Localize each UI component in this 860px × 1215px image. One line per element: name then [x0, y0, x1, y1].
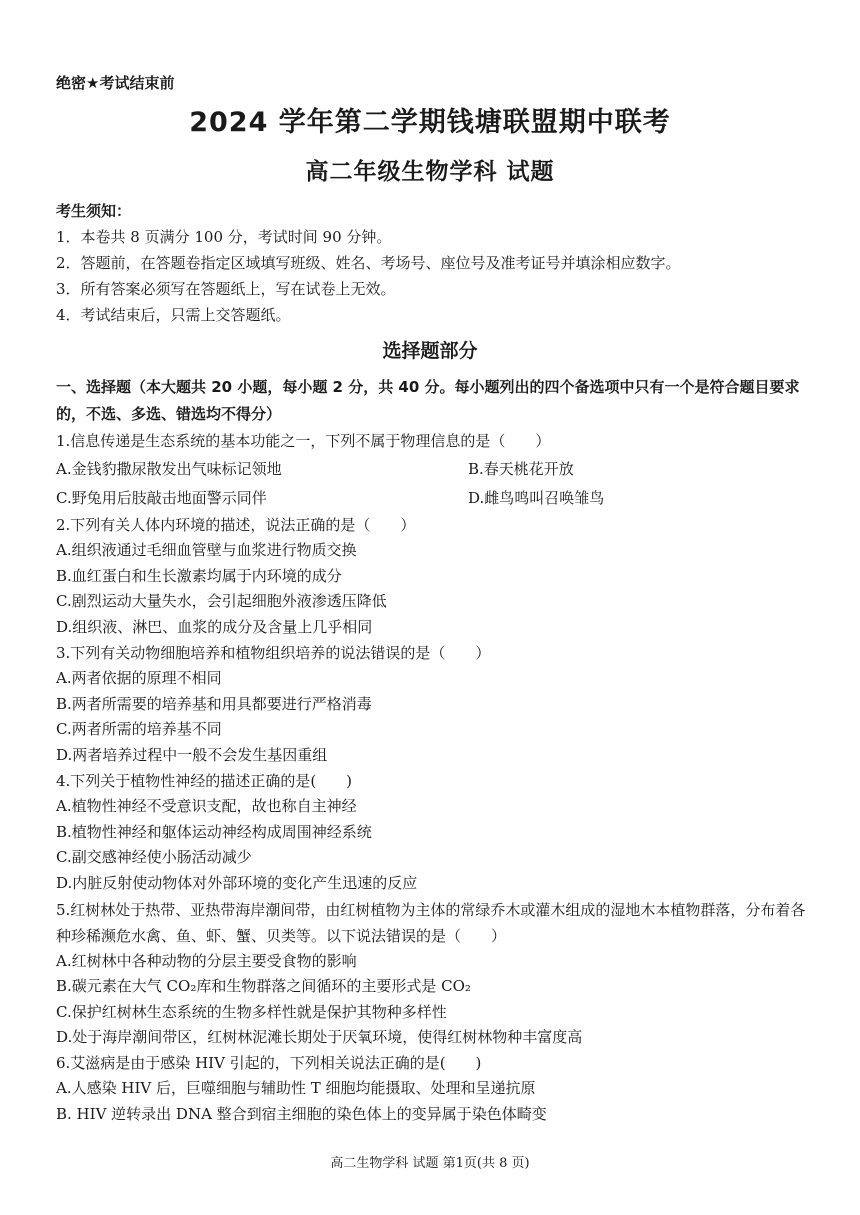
option-b: B.植物性神经和躯体运动神经构成周围神经系统: [56, 822, 372, 841]
option-d: D.雌鸟鸣叫召唤雏鸟: [468, 488, 605, 507]
option-b: B.碳元素在大气 CO₂库和生物群落之间循环的主要形式是 CO₂: [56, 977, 471, 996]
notice-list: [56, 224, 816, 328]
option-row: [56, 455, 808, 484]
option-d: D.处于海岸潮间带区，红树林泥滩长期处于厌氧环境，使得红树林物种丰富度高: [56, 1028, 583, 1047]
notice-item: 1．本卷共 8 页满分 100 分，考试时间 90 分钟。: [56, 228, 392, 246]
option-c: C.两者所需的培养基不同: [56, 720, 222, 739]
question-stem: 3.下列有关动物细胞培养和植物组织培养的说法错误的是（ ）: [56, 643, 491, 662]
exam-subtitle: 高二年级生物学科 试题: [305, 159, 555, 185]
option-a: A.人感染 HIV 后，巨噬细胞与辅助性 T 细胞均能摄取、处理和呈递抗原: [56, 1079, 536, 1098]
part-instruction: 一、选择题（本大题共 20 小题，每小题 2 分，共 40 分。每小题列出的四个备选项中只有一个是符合题目要求的，不选、多选、错选均不得分）: [56, 378, 800, 423]
option-d: D.两者培养过程中一般不会发生基因重组: [56, 745, 328, 764]
option-c: C.副交感神经使小肠活动减少: [56, 848, 252, 867]
option-a: A.金钱豹撒尿散发出气味标记领地: [56, 459, 282, 478]
section-title: 选择题部分: [382, 340, 478, 362]
question-stem: 5.红树林处于热带、亚热带海岸潮间带，由红树植物为主体的常绿乔木或灌木组成的湿地木本植物群落，分布着各种珍稀濒危水禽、鱼、虾、蟹、贝类等。以下说法错误的是（ ）: [56, 900, 806, 945]
option-a: A.两者依据的原理不相同: [56, 669, 222, 688]
notice-item: 4．考试结束后，只需上交答题纸。: [56, 306, 291, 324]
option-b: B.血红蛋白和生长激素均属于内环境的成分: [56, 566, 342, 585]
option-d: D.内脏反射使动物体对外部环境的变化产生迅速的反应: [56, 873, 418, 892]
notice-item: 2．答题前，在答题卷指定区域填写班级、姓名、考场号、座位号及准考证号并填涂相应数字。: [56, 254, 681, 272]
question-stem: 4.下列关于植物性神经的描述正确的是( ): [56, 771, 353, 790]
option-a: A.红树林中各种动物的分层主要受食物的影响: [56, 951, 357, 970]
option-b: B.春天桃花开放: [468, 459, 574, 478]
page-footer: 高二生物学科 试题 第1页(共 8 页): [330, 1156, 530, 1171]
option-b: B. HIV 逆转录出 DNA 整合到宿主细胞的染色体上的变异属于染色体畸变: [56, 1105, 547, 1124]
option-a: A.植物性神经不受意识支配，故也称自主神经: [56, 797, 357, 816]
option-d: D.组织液、淋巴、血浆的成分及含量上几乎相同: [56, 617, 373, 636]
option-a: A.组织液通过毛细血管壁与血浆进行物质交换: [56, 541, 357, 560]
notice-heading: 考生须知：: [56, 202, 132, 220]
option-row: [56, 484, 808, 513]
question-stem: 2.下列有关人体内环境的描述，说法正确的是（ ）: [56, 515, 416, 534]
question-stem: 6.艾滋病是由于感染 HIV 引起的，下列相关说法正确的是( ): [56, 1053, 482, 1072]
notice-item: 3．所有答案必须写在答题纸上，写在试卷上无效。: [56, 280, 396, 298]
option-c: C.剧烈运动大量失水，会引起细胞外液渗透压降低: [56, 592, 387, 611]
option-b: B.两者所需要的培养基和用具都要进行严格消毒: [56, 694, 372, 713]
question-list: [56, 429, 808, 1128]
option-c: C.野兔用后肢敲击地面警示同伴: [56, 488, 267, 507]
question-stem: 1.信息传递是生态系统的基本功能之一，下列不属于物理信息的是（ ）: [56, 432, 551, 450]
confidential-label: 绝密★考试结束前: [56, 74, 175, 92]
exam-title: 2024 学年第二学期钱塘联盟期中联考: [189, 107, 671, 138]
option-c: C.保护红树林生态系统的生物多样性就是保护其物种多样性: [56, 1002, 447, 1021]
